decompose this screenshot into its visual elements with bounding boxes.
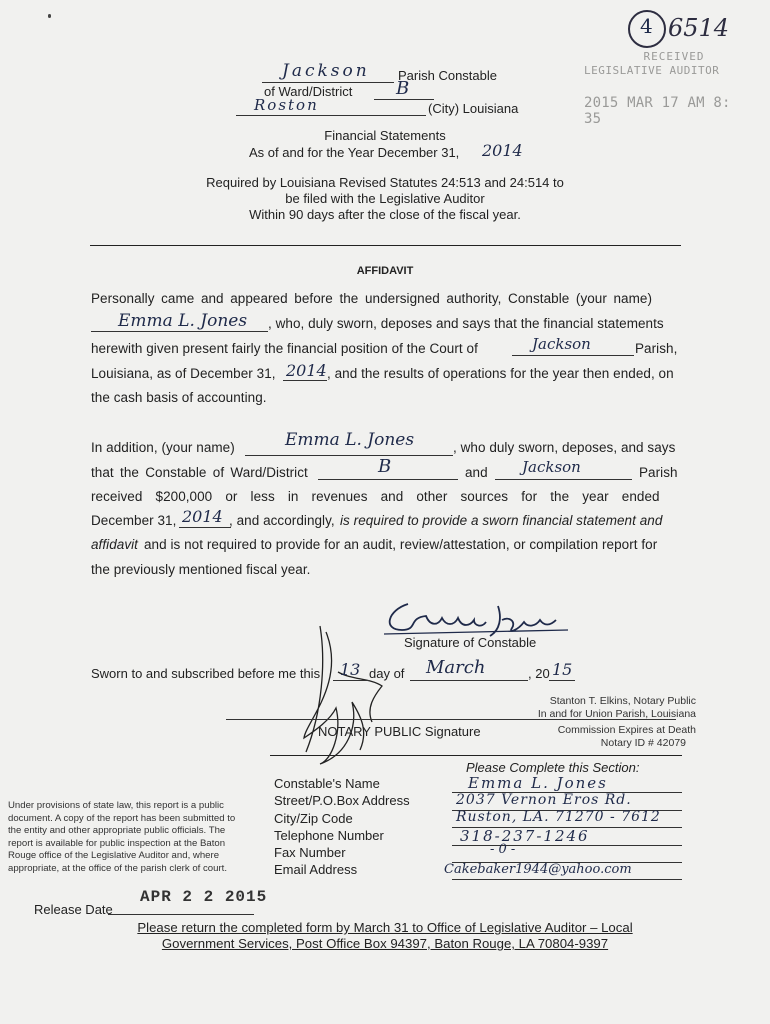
label-street-address: Street/P.O.Box Address bbox=[274, 793, 410, 808]
label-email: Email Address bbox=[274, 862, 358, 877]
release-date-stamp: APR 2 2 2015 bbox=[140, 888, 268, 906]
corner-page-number-text: 4 bbox=[640, 14, 653, 38]
label-constable-name: Constable's Name bbox=[274, 776, 380, 791]
notary-signature-label: NOTARY PUBLIC Signature bbox=[318, 724, 481, 739]
financial-statements-title: Financial Statements bbox=[324, 128, 446, 143]
as-of-line: As of and for the Year December 31, bbox=[249, 145, 460, 160]
affidavit-p2-line6: the previously mentioned fiscal year. bbox=[91, 562, 311, 577]
notary-id: Notary ID # 42079 bbox=[600, 737, 686, 749]
label-fax: Fax Number bbox=[274, 845, 346, 860]
sworn-month-value: March bbox=[426, 657, 486, 678]
notary-expires: Commission Expires at Death bbox=[557, 724, 696, 736]
value-telephone: 318-237-1246 bbox=[460, 827, 590, 845]
p2-ward-blank bbox=[318, 479, 458, 480]
affidavit-p2-line4c: is required to provide a sworn financial statement and bbox=[340, 513, 663, 528]
contact-divider bbox=[270, 755, 682, 756]
notice-line-2: document. A copy of the report has been submitted to bbox=[8, 812, 236, 824]
sworn-year-value: 15 bbox=[552, 660, 573, 679]
required-line3: Within 90 days after the close of the fiscal year. bbox=[249, 207, 521, 222]
fs-year: 2014 bbox=[482, 141, 523, 160]
p2-year-blank bbox=[179, 527, 231, 528]
sworn-month-blank bbox=[410, 680, 528, 681]
value-line-email bbox=[452, 879, 682, 880]
p2-year-value: 2014 bbox=[182, 507, 223, 526]
affidavit-p1-line4a: Louisiana, as of December 31, bbox=[91, 366, 276, 381]
ward-blank bbox=[374, 99, 434, 100]
value-city-zip: Ruston, LA. 71270 - 7612 bbox=[456, 809, 661, 825]
public-notice bbox=[8, 800, 235, 876]
footer-line-1: Please return the completed form by March 31 to Office of Legislative Auditor – Local bbox=[137, 920, 633, 935]
notice-line-6: appropriate, at the office of the parish clerk of court. bbox=[8, 862, 228, 874]
affidavit-p2-line2a: that the Constable of Ward/District bbox=[91, 465, 308, 480]
affidavit-p2-line4b: , and accordingly, bbox=[229, 513, 335, 528]
ward-value: B bbox=[396, 78, 410, 99]
affidavit-p1-line1: Personally came and appeared before the undersigned authority, Constable (your name) bbox=[91, 291, 653, 306]
city-label: (City) Louisiana bbox=[428, 101, 519, 116]
p1-court-blank bbox=[512, 355, 634, 356]
p1-year-value: 2014 bbox=[286, 361, 327, 380]
required-line1: Required by Louisiana Revised Statutes 24:513 and 24:514 to bbox=[206, 175, 564, 190]
affidavit-p2-line5a: affidavit bbox=[91, 537, 138, 552]
notice-line-1: Under provisions of state law, this report is a public bbox=[8, 800, 224, 811]
value-constable-name: Emma L. Jones bbox=[468, 774, 608, 792]
section-divider bbox=[90, 245, 681, 246]
affidavit-p2-and: and bbox=[465, 465, 488, 480]
affidavit-p1-line3a: herewith given present fairly the financial position of the Court of bbox=[91, 341, 478, 356]
p1-name-blank bbox=[91, 331, 268, 332]
notice-line-4: report is available for public inspection at the Baton bbox=[8, 837, 226, 849]
affidavit-p2-line3: received $200,000 or less in revenues and other sources for the year ended bbox=[91, 489, 660, 504]
notice-line-5: Rouge office of the Legislative Auditor and, where bbox=[8, 850, 220, 862]
p2-name-value: Emma L. Jones bbox=[285, 430, 415, 450]
required-line2: be filed with the Legislative Auditor bbox=[285, 191, 485, 206]
sworn-year-prefix: , 20 bbox=[528, 666, 550, 681]
footer-line-2: Government Services, Post Office Box 94397, Baton Rouge, LA 70804-9397 bbox=[161, 936, 609, 951]
parish-constable-label: Parish Constable bbox=[398, 68, 497, 83]
received-stamp-line2: LEGISLATIVE AUDITOR bbox=[584, 64, 720, 77]
received-stamp-line3: 2015 MAR 17 AM 8: 35 bbox=[584, 95, 731, 127]
affidavit-p2-line1b: , who duly sworn, deposes, and says bbox=[453, 440, 676, 455]
contact-heading: Please Complete this Section: bbox=[466, 760, 640, 775]
p2-ward-value: B bbox=[378, 456, 392, 477]
affidavit-p2-line4a: December 31, bbox=[91, 513, 177, 528]
city-value: Roston bbox=[254, 96, 319, 114]
sworn-text-a: Sworn to and subscribed before me this bbox=[91, 666, 321, 681]
affidavit-p2-line2b: Parish bbox=[639, 465, 678, 480]
sworn-day-value: 13 bbox=[340, 660, 361, 679]
label-telephone: Telephone Number bbox=[274, 828, 384, 843]
value-line-phone bbox=[452, 845, 682, 846]
signature-of-constable-label: Signature of Constable bbox=[404, 635, 537, 650]
value-email: Cakebaker1944@yahoo.com bbox=[444, 862, 632, 877]
p2-parish-value: Jackson bbox=[522, 458, 581, 476]
label-city-zip: City/Zip Code bbox=[274, 811, 353, 826]
received-stamp bbox=[584, 50, 734, 127]
received-stamp-line1: RECEIVED bbox=[643, 50, 705, 63]
release-date-label: Release Date bbox=[34, 902, 113, 917]
p2-parish-blank bbox=[495, 479, 632, 480]
sworn-day-blank bbox=[333, 680, 369, 681]
ward-label: of Ward/District bbox=[264, 84, 353, 99]
affidavit-p2-line5b: and is not required to provide for an audit, review/attestation, or compilation report for bbox=[144, 537, 658, 552]
scan-speck bbox=[48, 14, 51, 18]
affidavit-title: AFFIDAVIT bbox=[356, 265, 414, 277]
p1-court-value: Jackson bbox=[532, 335, 591, 353]
affidavit-p1-line3b: Parish, bbox=[635, 341, 678, 356]
affidavit-p1-line4b: , and the results of operations for the year then ended, on bbox=[327, 366, 674, 381]
notice-line-3: the entity and other appropriate public officials. The bbox=[8, 825, 226, 837]
affidavit-p1-line5: the cash basis of accounting. bbox=[91, 390, 267, 405]
parish-value: Jackson bbox=[282, 61, 370, 81]
p2-name-blank bbox=[245, 455, 453, 456]
notary-name: Stanton T. Elkins, Notary Public bbox=[549, 695, 696, 707]
notary-parish: In and for Union Parish, Louisiana bbox=[537, 708, 696, 720]
notary-signature-line bbox=[226, 719, 676, 720]
p1-name-value: Emma L. Jones bbox=[118, 311, 248, 331]
parish-blank bbox=[262, 82, 394, 83]
corner-code: 6514 bbox=[668, 14, 730, 42]
p1-year-blank bbox=[283, 380, 327, 381]
sworn-text-b: day of bbox=[369, 666, 405, 681]
city-blank bbox=[236, 115, 426, 116]
affidavit-p2-line1a: In addition, (your name) bbox=[91, 440, 235, 455]
notary-signature bbox=[286, 622, 396, 772]
value-fax: - 0 - bbox=[490, 842, 516, 857]
release-date-line bbox=[108, 914, 254, 915]
sworn-year-blank bbox=[549, 680, 575, 681]
value-street-address: 2037 Vernon Eros Rd. bbox=[456, 792, 632, 808]
affidavit-p1-line2: , who, duly sworn, deposes and says that the financial statements bbox=[268, 316, 664, 331]
